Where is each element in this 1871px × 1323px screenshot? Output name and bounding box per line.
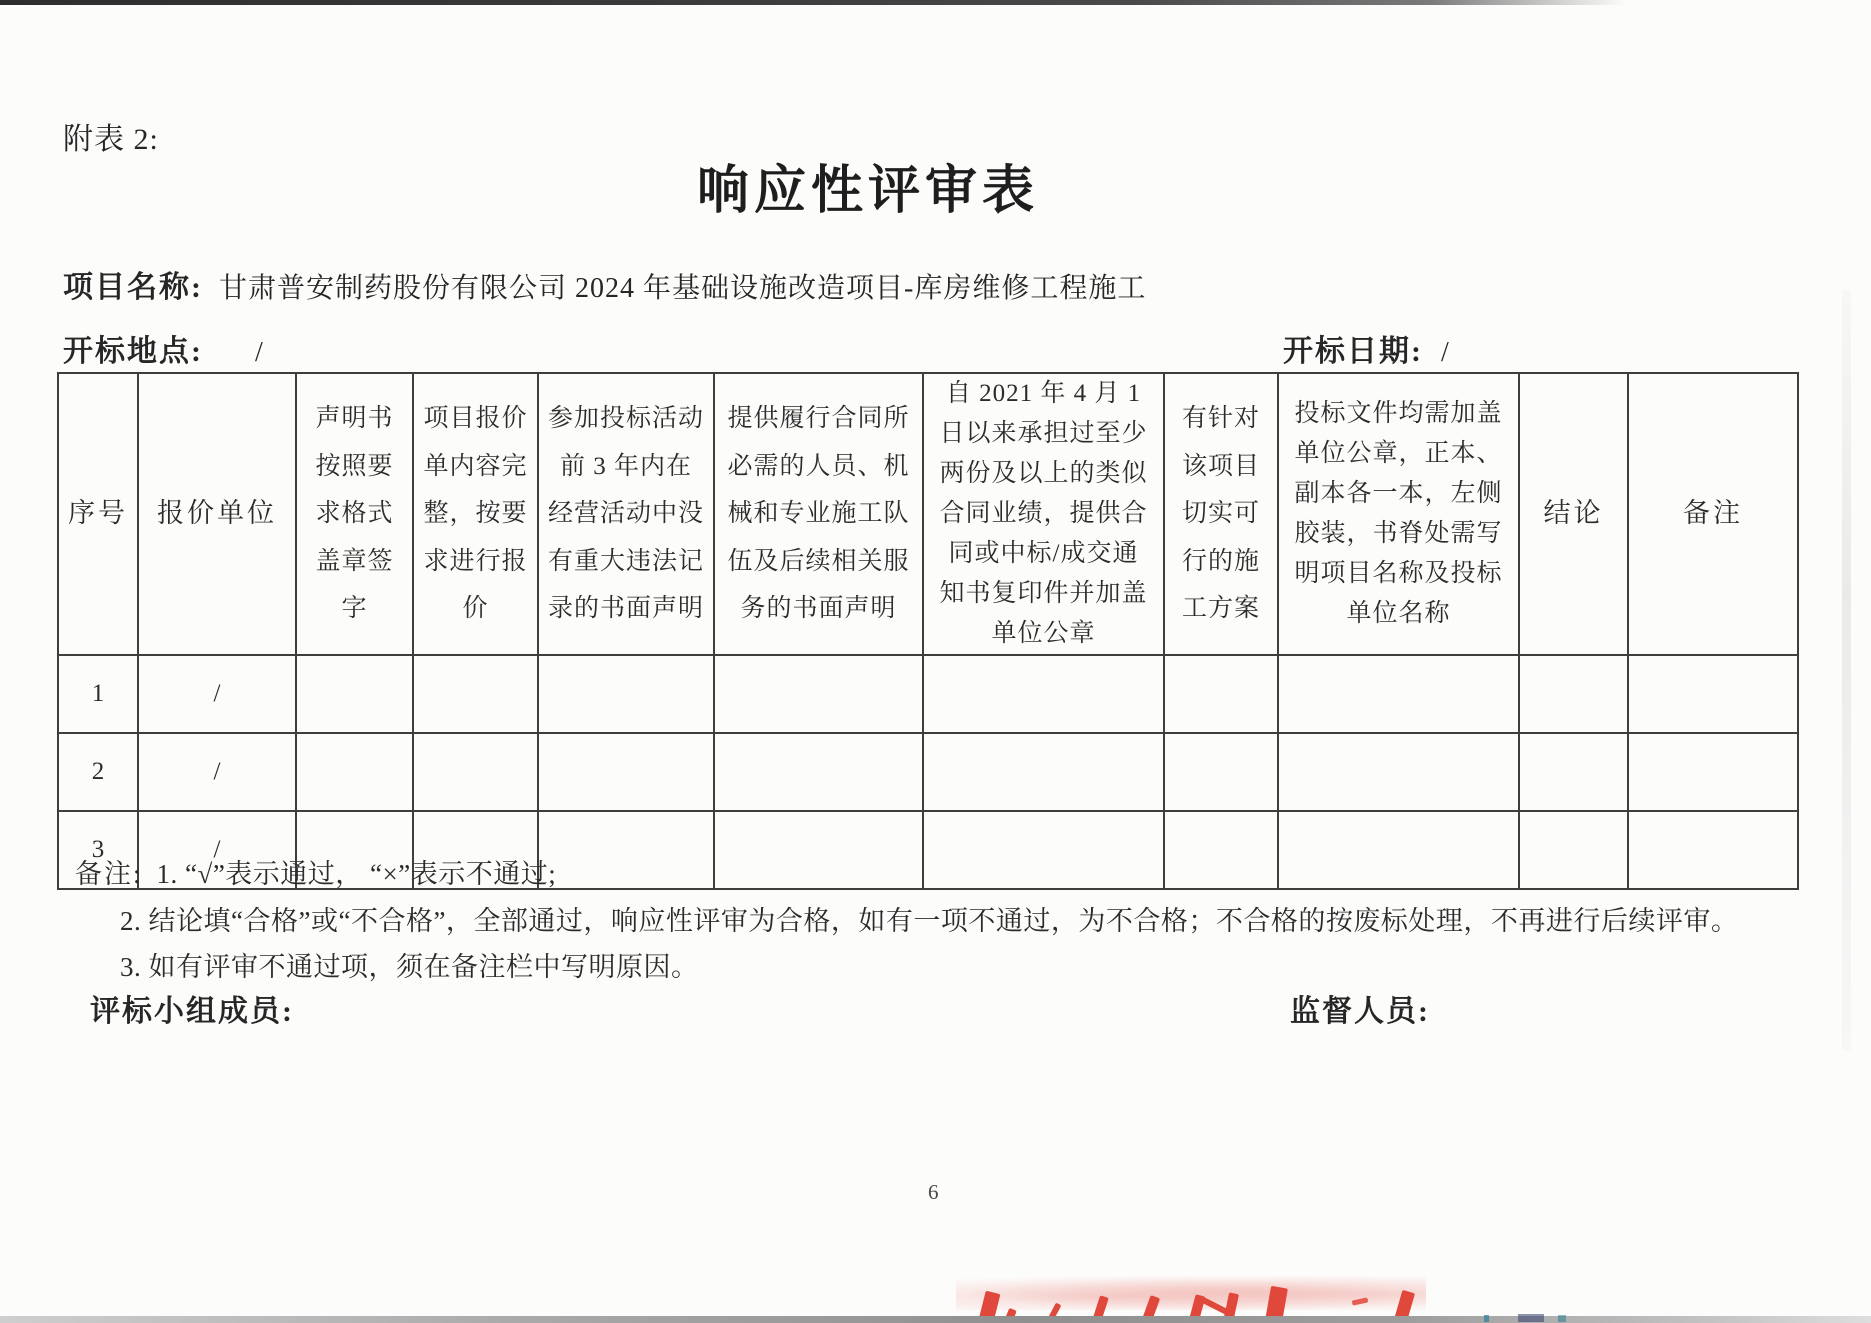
empty-cell <box>538 811 714 889</box>
scan-edge-top <box>0 0 1625 5</box>
note-item-1: 1. “√”表示通过， “×”表示不通过; <box>156 859 557 889</box>
empty-cell <box>1164 733 1278 811</box>
header-construction-plan: 有针对该项目切实可行的施工方案 <box>1164 373 1278 655</box>
project-name-line <box>63 262 1146 306</box>
empty-cell <box>1278 811 1519 889</box>
bid-date-label: 开标日期: <box>1283 335 1423 368</box>
empty-cell <box>1628 655 1798 733</box>
page-title: 响应性评审表 <box>696 163 1040 220</box>
empty-cell <box>1519 811 1628 889</box>
empty-cell <box>1278 733 1519 811</box>
empty-cell <box>1164 811 1278 889</box>
empty-cell <box>413 733 538 811</box>
empty-cell <box>1519 655 1628 733</box>
header-stamp-binding: 投标文件均需加盖单位公章，正本、副本各一本，左侧胶装，书脊处需写明项目名称及投标单位名称 <box>1278 373 1519 655</box>
header-quote-complete: 项目报价单内容完整，按要求进行报价 <box>413 373 538 655</box>
empty-cell <box>413 655 538 733</box>
row-seq: 1 <box>58 655 138 733</box>
header-seq: 序号 <box>58 373 138 655</box>
empty-cell <box>1519 733 1628 811</box>
empty-cell <box>296 733 413 811</box>
header-contract-performance: 自 2021 年 4 月 1 日以来承担过至少两份及以上的类似合同业绩，提供合同或中标/成交通知书复印件并加盖单位公章 <box>923 373 1164 655</box>
responsiveness-review-table <box>57 372 1799 890</box>
attachment-label: 附表 2: <box>63 123 159 156</box>
empty-cell <box>296 655 413 733</box>
page-number: 6 <box>928 1180 939 1204</box>
empty-cell <box>714 733 923 811</box>
empty-cell <box>1278 655 1519 733</box>
header-bidder: 报价单位 <box>138 373 296 655</box>
supervisor-label: 监督人员: <box>1290 995 1430 1028</box>
header-personnel-machinery: 提供履行合同所必需的人员、机械和专业施工队伍及后续相关服务的书面声明 <box>714 373 923 655</box>
project-name-label: 项目名称: <box>63 271 203 304</box>
empty-cell <box>923 811 1164 889</box>
bid-location-line <box>63 326 263 370</box>
notes-label: 备注: <box>75 859 143 889</box>
empty-cell <box>1628 733 1798 811</box>
evaluation-team-label: 评标小组成员: <box>90 995 294 1028</box>
row-unit: / <box>138 655 296 733</box>
scan-streak-right <box>1842 290 1851 1050</box>
scan-speck <box>1518 1314 1544 1322</box>
scan-edge-bottom <box>0 1316 1871 1323</box>
notes-line-1 <box>75 852 556 891</box>
row-seq: 2 <box>58 733 138 811</box>
empty-cell <box>714 655 923 733</box>
scan-speck <box>1484 1315 1489 1322</box>
empty-cell <box>1164 655 1278 733</box>
header-remarks: 备注 <box>1628 373 1798 655</box>
empty-cell <box>538 733 714 811</box>
scan-speck <box>1558 1315 1566 1322</box>
table-header-row <box>58 373 1798 655</box>
row-unit: / <box>138 811 296 889</box>
empty-cell <box>538 655 714 733</box>
note-item-2: 2. 结论填“合格”或“不合格”，全部通过，响应性评审为合格，如有一项不通过，为不合格；不合格的按废标处理，不再进行后续评审。 <box>120 906 1739 936</box>
header-declaration-format: 声明书按照要求格式盖章签字 <box>296 373 413 655</box>
bid-date-line <box>1283 326 1449 370</box>
empty-cell <box>923 655 1164 733</box>
table-row <box>58 655 1798 733</box>
bid-location-label: 开标地点: <box>63 335 203 368</box>
empty-cell <box>714 811 923 889</box>
project-name-value: 甘肃普安制药股份有限公司 2024 年基础设施改造项目-库房维修工程施工 <box>219 273 1147 304</box>
empty-cell <box>923 733 1164 811</box>
table-row <box>58 733 1798 811</box>
header-conclusion: 结论 <box>1519 373 1628 655</box>
row-seq: 3 <box>58 811 138 889</box>
header-no-violation: 参加投标活动前 3 年内在经营活动中没有重大违法记录的书面声明 <box>538 373 714 655</box>
bid-location-value: / <box>255 337 263 368</box>
empty-cell <box>1628 811 1798 889</box>
row-unit: / <box>138 733 296 811</box>
bid-date-value: / <box>1441 337 1449 368</box>
note-item-3: 3. 如有评审不通过项，须在备注栏中写明原因。 <box>120 952 699 982</box>
